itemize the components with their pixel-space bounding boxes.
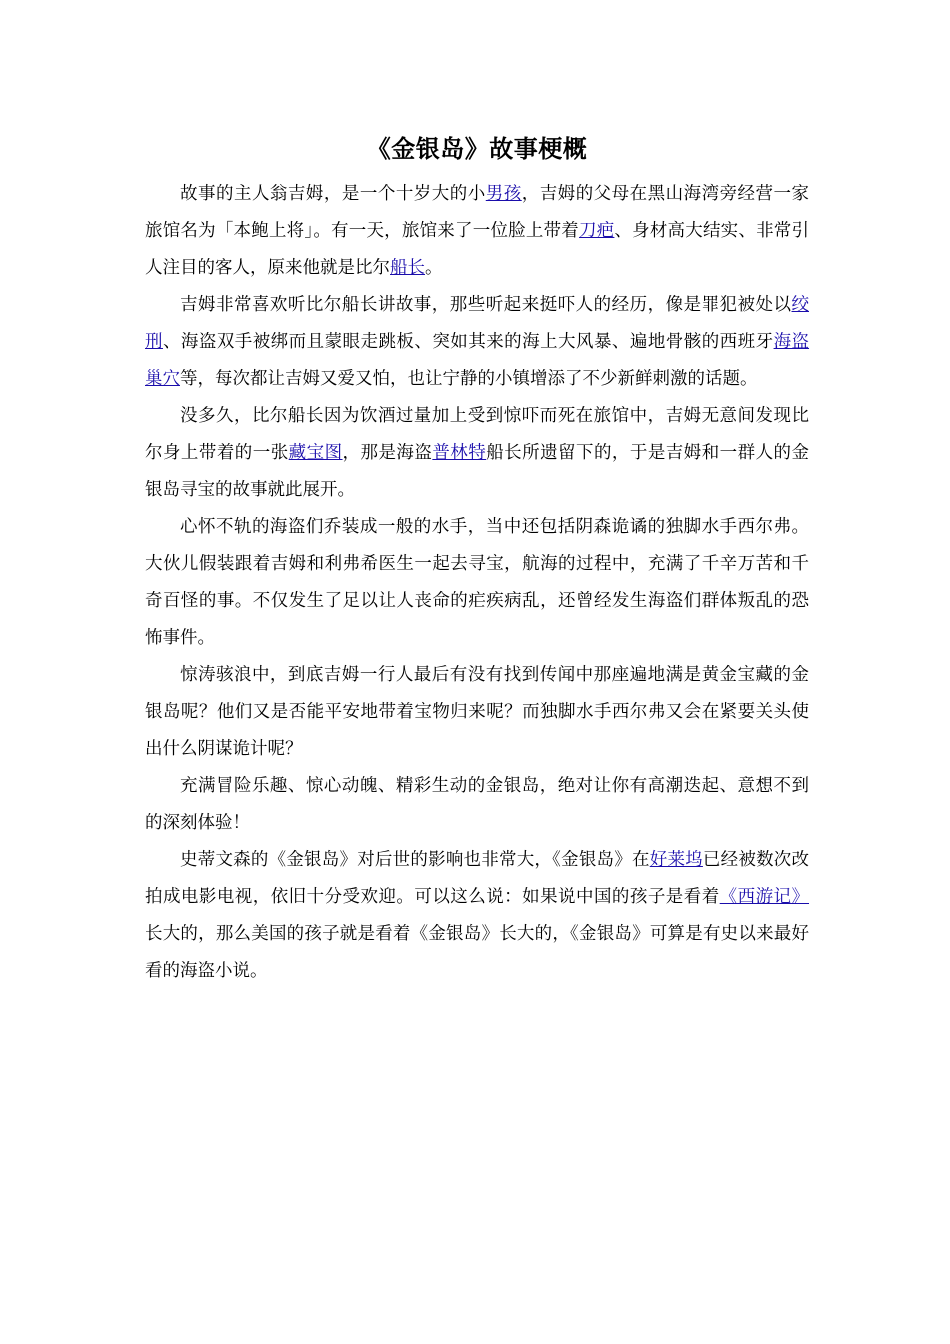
paragraph-text: 、海盗双手被绑而且蒙眼走跳板、突如其来的海上大风暴、遍地骨骸的西班牙 — [162, 332, 774, 352]
paragraph-text: 惊涛骇浪中，到底吉姆一行人最后有没有找到传闻中那座遍地满是黄金宝藏的金银岛呢？他们又是否能平安地带着宝物归来呢？而独脚水手西尔弗又会在紧要关头使出什么阴谋诡计呢？ — [145, 665, 809, 759]
inline-link[interactable]: 绞刑 — [145, 295, 809, 352]
paragraph-text: 已经被数次改拍成电影电视，依旧十分受欢迎。可以这么说：如果说中国的孩子是看着 — [145, 850, 810, 907]
inline-link[interactable]: 船长 — [390, 258, 425, 278]
document-body — [145, 176, 809, 990]
paragraph-text: 、身材高大结实、非常引人注目的客人，原来他就是比尔 — [145, 221, 810, 278]
inline-link[interactable]: 藏宝图 — [288, 443, 343, 463]
inline-link[interactable]: 《西游记》 — [719, 887, 810, 907]
paragraph — [145, 657, 809, 768]
document-page — [145, 128, 809, 990]
paragraph-text: 心怀不轨的海盗们乔装成一般的水手，当中还包括阴森诡谲的独脚水手西尔弗。大伙儿假装跟着吉姆和利弗希医生一起去寻宝，航海的过程中，充满了千辛万苦和千奇百怪的事。不仅发生了足以让人丧命的疟疾病乱，还曾经发生海盗们群体叛乱的恐怖事件。 — [145, 517, 809, 648]
paragraph — [145, 842, 809, 990]
paragraph-text: ，吉姆的父母在黑山海湾旁经营一家旅馆名为「本鲍上将」。有一天，旅馆来了一位脸上带着 — [145, 184, 810, 241]
paragraph — [145, 509, 809, 657]
inline-link[interactable]: 海盗巢穴 — [145, 332, 810, 389]
paragraph-text: 故事的主人翁吉姆，是一个十岁大的小 — [180, 184, 486, 204]
paragraph-text: 等，每次都让吉姆又爱又怕，也让宁静的小镇增添了不少新鲜刺激的话题。 — [180, 369, 758, 389]
inline-link[interactable]: 好莱坞 — [649, 850, 703, 870]
paragraph — [145, 768, 809, 842]
inline-link[interactable]: 刀疤 — [579, 221, 615, 241]
paragraph-text: 吉姆非常喜欢听比尔船长讲故事，那些听起来挺吓人的经历，像是罪犯被处以 — [180, 295, 792, 315]
paragraph-text: 。 — [425, 258, 443, 278]
paragraph-text: 没多久，比尔船长因为饮酒过量加上受到惊吓而死在旅馆中，吉姆无意间发现比尔身上带着的一张 — [145, 406, 809, 463]
inline-link[interactable]: 普林特 — [432, 443, 487, 463]
paragraph-text: ，那是海盗 — [342, 443, 433, 463]
inline-link[interactable]: 男孩 — [485, 184, 522, 204]
paragraph-text: 船长所遗留下的，于是吉姆和一群人的金银岛寻宝的故事就此展开。 — [145, 443, 810, 500]
paragraph-text: 史蒂文森的《金银岛》对后世的影响也非常大，《金银岛》在 — [180, 850, 650, 870]
paragraph-text: 充满冒险乐趣、惊心动魄、精彩生动的金银岛，绝对让你有高潮迭起、意想不到的深刻体验！ — [145, 776, 809, 833]
paragraph-text: 长大的，那么美国的孩子就是看着《金银岛》长大的，《金银岛》可算是有史以来最好看的海盗小说。 — [145, 924, 809, 981]
paragraph — [145, 398, 809, 509]
document-title: 《金银岛》故事梗概 — [366, 134, 588, 163]
paragraph — [145, 287, 809, 398]
paragraph — [145, 176, 809, 287]
